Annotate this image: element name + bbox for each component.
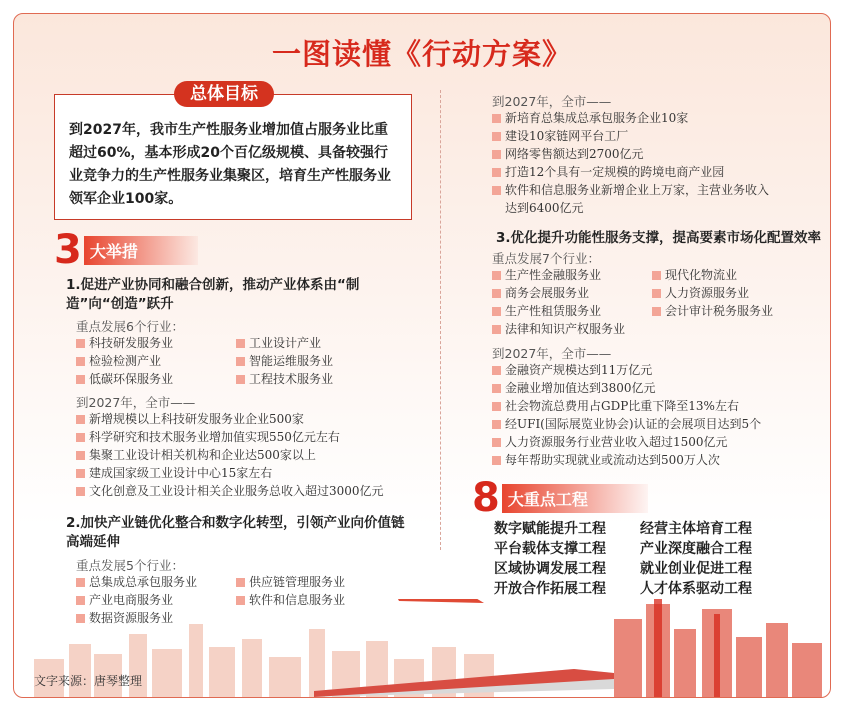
target-item: 新增规模以上科技研发服务业企业500家 (76, 410, 384, 428)
measure-1-targets (76, 410, 384, 500)
eight-projects-header (472, 475, 648, 521)
project-item: 产业深度融合工程 (640, 541, 752, 557)
industry-item: 商务会展服务业 (492, 284, 589, 302)
target-item: 网络零售额达到2700亿元 (492, 145, 769, 163)
measure-3-by2027: 到2027年，全市—— (492, 346, 612, 361)
target-item: 社会物流总费用占GDP比重下降至13%左右 (492, 397, 761, 415)
project-item: 数字赋能提升工程 (494, 521, 606, 537)
industry-item: 生产性租赁服务业 (492, 302, 601, 320)
project-item: 就业创业促进工程 (640, 561, 752, 577)
measure-1-heading: 1.促进产业协同和融合创新，推动产业体系由“制造”向“创造”跃升 (66, 277, 360, 312)
goal-text: 到2027年，我市生产性服务业增加值占服务业比重超过60%，基本形成20个百亿级规模、具备较强行业竞争力的生产性服务业集聚区，培育生产性服务业领军企业100家。 (69, 122, 391, 207)
industry-item: 人力资源服务业 (652, 284, 749, 302)
industry-item: 生产性金融服务业 (492, 266, 601, 284)
measure-2-targets (492, 109, 769, 217)
industry-item: 检验检测产业 (76, 352, 161, 370)
measure-1-by2027: 到2027年，全市—— (76, 395, 196, 410)
target-item: 金融资产规模达到11万亿元 (492, 361, 761, 379)
measure-3-focus: 重点发展7个行业： (492, 251, 600, 266)
credit-source: 文字来源：唐琴整理 (34, 674, 143, 688)
industry-item: 会计审计税务服务业 (652, 302, 773, 320)
target-item: 每年帮助实现就业或流动达到500万人次 (492, 451, 761, 469)
goal-badge: 总体目标 (174, 81, 274, 107)
three-label: 大举措 (84, 236, 198, 265)
eight-label: 大重点工程 (502, 484, 648, 513)
industry-item: 低碳环保服务业 (76, 370, 173, 388)
industry-item: 科技研发服务业 (76, 334, 173, 352)
measure-2-by2027: 到2027年，全市—— (492, 94, 612, 109)
industry-item: 数据资源服务业 (76, 609, 173, 627)
page-title: 一图读懂《行动方案》 (271, 37, 572, 71)
project-item: 人才体系驱动工程 (640, 581, 752, 597)
measure-2-heading: 2.加快产业链优化整合和数字化转型，引领产业向价值链高端延伸 (66, 515, 405, 550)
project-item: 经营主体培育工程 (640, 521, 752, 537)
measure-1-focus: 重点发展6个行业： (76, 319, 184, 334)
measure-3-targets (492, 361, 761, 469)
industry-item: 软件和信息服务业 (236, 591, 345, 609)
target-item: 经UFI(国际展览业协会)认证的会展项目达到5个 (492, 415, 761, 433)
target-item: 新培育总集成总承包服务企业10家 (492, 109, 769, 127)
industry-item: 法律和知识产权服务业 (492, 320, 625, 338)
industry-item: 现代化物流业 (652, 266, 737, 284)
target-item: 打造12个具有一定规模的跨境电商产业园 (492, 163, 769, 181)
measure-3-heading: 3.优化提升功能性服务支撑，提高要素市场化配置效率 (496, 230, 822, 246)
industry-item: 总集成总承包服务业 (76, 573, 197, 591)
industry-item: 工业设计产业 (236, 334, 321, 352)
measure-2-focus: 重点发展5个行业： (76, 558, 184, 573)
target-item: 金融业增加值达到3800亿元 (492, 379, 761, 397)
three-number: 3 (54, 227, 82, 273)
three-measures-header (54, 227, 198, 273)
target-item: 人力资源服务行业营业收入超过1500亿元 (492, 433, 761, 451)
target-item: 科学研究和技术服务业增加值实现550亿元左右 (76, 428, 384, 446)
industry-item: 产业电商服务业 (76, 591, 173, 609)
target-item: 建设10家链网平台工厂 (492, 127, 769, 145)
target-item: 软件和信息服务业新增企业上万家，主营业务收入 (492, 181, 769, 199)
project-item: 开放合作拓展工程 (494, 581, 606, 597)
eight-number: 8 (472, 475, 500, 521)
target-item: 文化创意及工业设计相关企业服务总收入超过3000亿元 (76, 482, 384, 500)
project-item: 平台载体支撑工程 (494, 541, 606, 557)
target-item: 集聚工业设计相关机构和企业达500家以上 (76, 446, 384, 464)
industry-item: 工程技术服务业 (236, 370, 333, 388)
industry-item: 智能运维服务业 (236, 352, 333, 370)
industry-item: 供应链管理服务业 (236, 573, 345, 591)
target-item: 建成国家级工业设计中心15家左右 (76, 464, 384, 482)
target-item-continued: 达到6400亿元 (505, 201, 584, 215)
infographic-card (13, 13, 831, 698)
column-divider (440, 90, 441, 550)
project-item: 区域协调发展工程 (494, 561, 606, 577)
